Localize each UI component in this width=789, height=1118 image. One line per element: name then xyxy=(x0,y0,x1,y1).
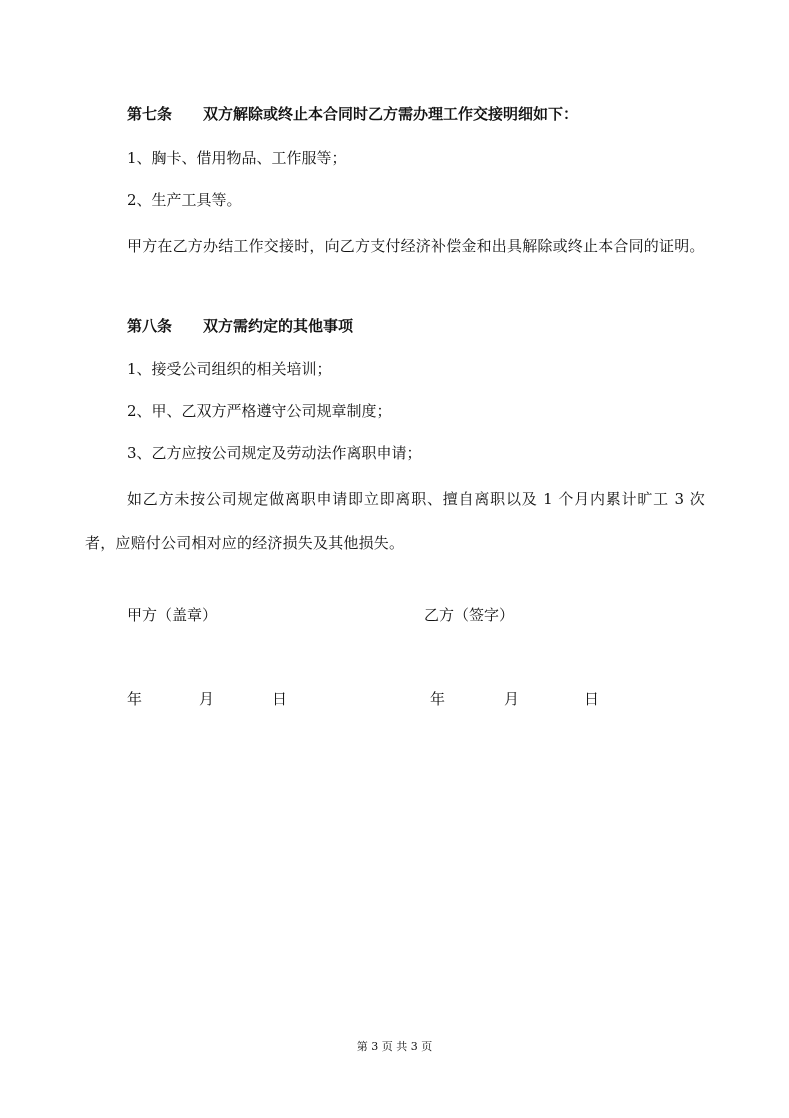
page-number-footer: 第 3 页 共 3 页 xyxy=(356,1040,433,1053)
article8-item-3: 3、乙方应按公司规定及劳动法作离职申请； xyxy=(127,444,422,462)
article8-number: 第八条 xyxy=(127,317,173,335)
article7-item-2: 2、生产工具等。 xyxy=(127,191,242,209)
article8-item-1: 1、接受公司组织的相关培训； xyxy=(127,360,332,378)
party-b-date-year: 年 xyxy=(430,690,446,708)
article7-item-1: 1、胸卡、借用物品、工作服等； xyxy=(127,149,347,167)
party-b-date-month: 月 xyxy=(504,690,520,708)
article7-heading xyxy=(127,104,578,124)
party-b-date-day: 日 xyxy=(584,690,600,708)
article8-heading xyxy=(127,316,353,336)
party-a-seal-label: 甲方（盖章） xyxy=(127,606,218,624)
party-a-date-month: 月 xyxy=(199,690,215,708)
article8-paragraph: 如乙方未按公司规定做离职申请即立即离职、擅自离职以及 1 个月内累计旷工 3 次者，应赔付公司相对应的经济损失及其他损失。 xyxy=(85,490,705,552)
article7-number: 第七条 xyxy=(127,105,173,123)
article7-title: 双方解除或终止本合同时乙方需办理工作交接明细如下： xyxy=(203,105,579,123)
article7-paragraph: 甲方在乙方办结工作交接时，向乙方支付经济补偿金和出具解除或终止本合同的证明。 xyxy=(127,237,705,255)
party-a-date-day: 日 xyxy=(272,690,288,708)
party-a-date-year: 年 xyxy=(127,690,143,708)
article8-title: 双方需约定的其他事项 xyxy=(203,317,354,335)
party-b-signature-label: 乙方（签字） xyxy=(424,606,515,624)
article8-item-2: 2、甲、乙双方严格遵守公司规章制度； xyxy=(127,402,392,420)
